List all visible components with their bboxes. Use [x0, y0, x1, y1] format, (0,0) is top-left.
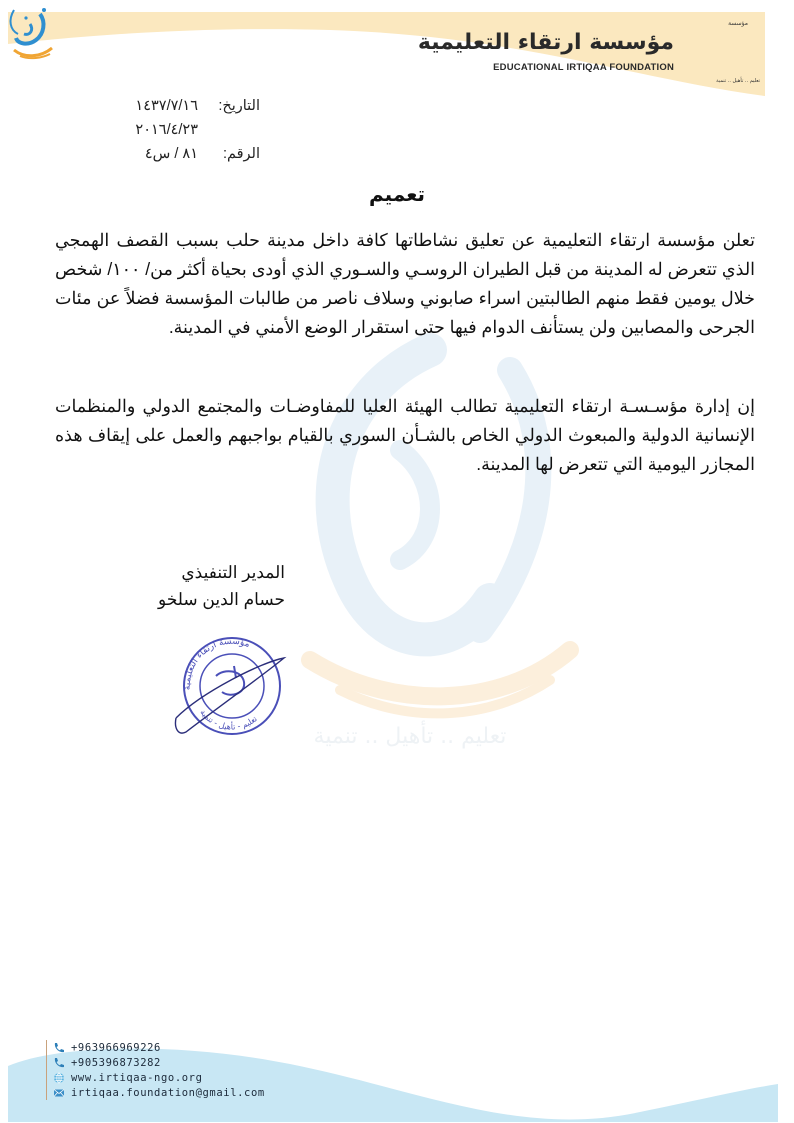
- number-value: ٨١ / س٤: [144, 146, 198, 162]
- date-hijri: ١٤٣٧/٧/١٦: [135, 98, 198, 114]
- stamp-outer-text: مؤسسة ارتقاء التعليمية: [182, 636, 252, 691]
- stamp-bottom-text: تعليم - تأهيل - تنمية: [198, 707, 259, 732]
- logo-top-text: مؤسسة: [728, 20, 748, 27]
- date-label: التاريخ:: [218, 98, 260, 114]
- mail-icon: [53, 1087, 65, 1099]
- contact-website[interactable]: [53, 1070, 265, 1085]
- contact-list: [46, 1040, 265, 1100]
- number-row: [90, 146, 260, 170]
- paragraph-2-text: إن إدارة مؤسـسـة ارتقاء التعليمية تطالب الهيئة العليا للمفاوضـات والمجتمع الدولي والمنظمات الإنسانية الدولية والمبعوث الدولي الخاص بالشـأن السوري بالقيام بواجبهم والعمل على إيقاف هذه المجازر اليومية التي تتعرض لها المدينة.: [55, 396, 755, 474]
- signatory-name: حسام الدين سلخو: [158, 590, 285, 609]
- contact-text: +905396873282: [71, 1056, 161, 1069]
- watermark-tagline: تعليم .. تأهيل .. تنمية: [313, 724, 507, 749]
- org-name-arabic: مؤسسة ارتقاء التعليمية: [417, 30, 674, 55]
- date-row: [90, 98, 260, 122]
- logo-tagline: تعليم .. تأهيل .. تنمية: [716, 78, 760, 84]
- contact-text: irtiqaa.foundation@gmail.com: [71, 1086, 265, 1099]
- irtiqaa-logo: [0, 0, 64, 72]
- contact-text: www.irtiqaa-ngo.org: [71, 1071, 203, 1084]
- svg-text:مؤسسة ارتقاء التعليمية: [183, 637, 252, 691]
- header-wave: [0, 0, 794, 100]
- gregorian-row: [90, 122, 260, 146]
- contact-phone-2[interactable]: [53, 1055, 265, 1070]
- phone-icon: [53, 1042, 65, 1054]
- org-name-english: EDUCATIONAL IRTIQAA FOUNDATION: [493, 62, 674, 73]
- paragraph-1: [55, 226, 755, 342]
- official-stamp: [172, 632, 288, 738]
- date-gregorian: ٢٠١٦/٤/٢٣: [135, 122, 198, 138]
- contact-phone-1[interactable]: [53, 1040, 265, 1055]
- contact-email[interactable]: [53, 1085, 265, 1100]
- contact-text: +963966969226: [71, 1041, 161, 1054]
- number-label: الرقم:: [222, 146, 260, 162]
- paragraph-2: [55, 392, 755, 479]
- phone-icon: [53, 1057, 65, 1069]
- paragraph-1-text: تعلن مؤسسة ارتقاء التعليمية عن تعليق نشاطاتها كافة داخل مدينة حلب بسبب القصف الهمجي الذي تتعرض له المدينة من قبل الطيران الروسـي والسـوري الذي أودى بحياة أكثر من/ ١٠٠/ شخص خلال يومين فقط منهم الطالبتين اسراء صابوني وسلاف ناصر من طالبات المؤسسة فضلاً عن مئات الجرحى والمصابين ولن يستأنف الدوام فيها حتى استقرار الوضع الأمني في المدينة.: [55, 230, 756, 337]
- letterhead-header: [0, 0, 794, 100]
- document-title: تعميم: [368, 182, 426, 206]
- globe-icon: [53, 1072, 65, 1084]
- letter-meta: [90, 98, 260, 170]
- signatory-title: المدير التنفيذي: [181, 563, 285, 582]
